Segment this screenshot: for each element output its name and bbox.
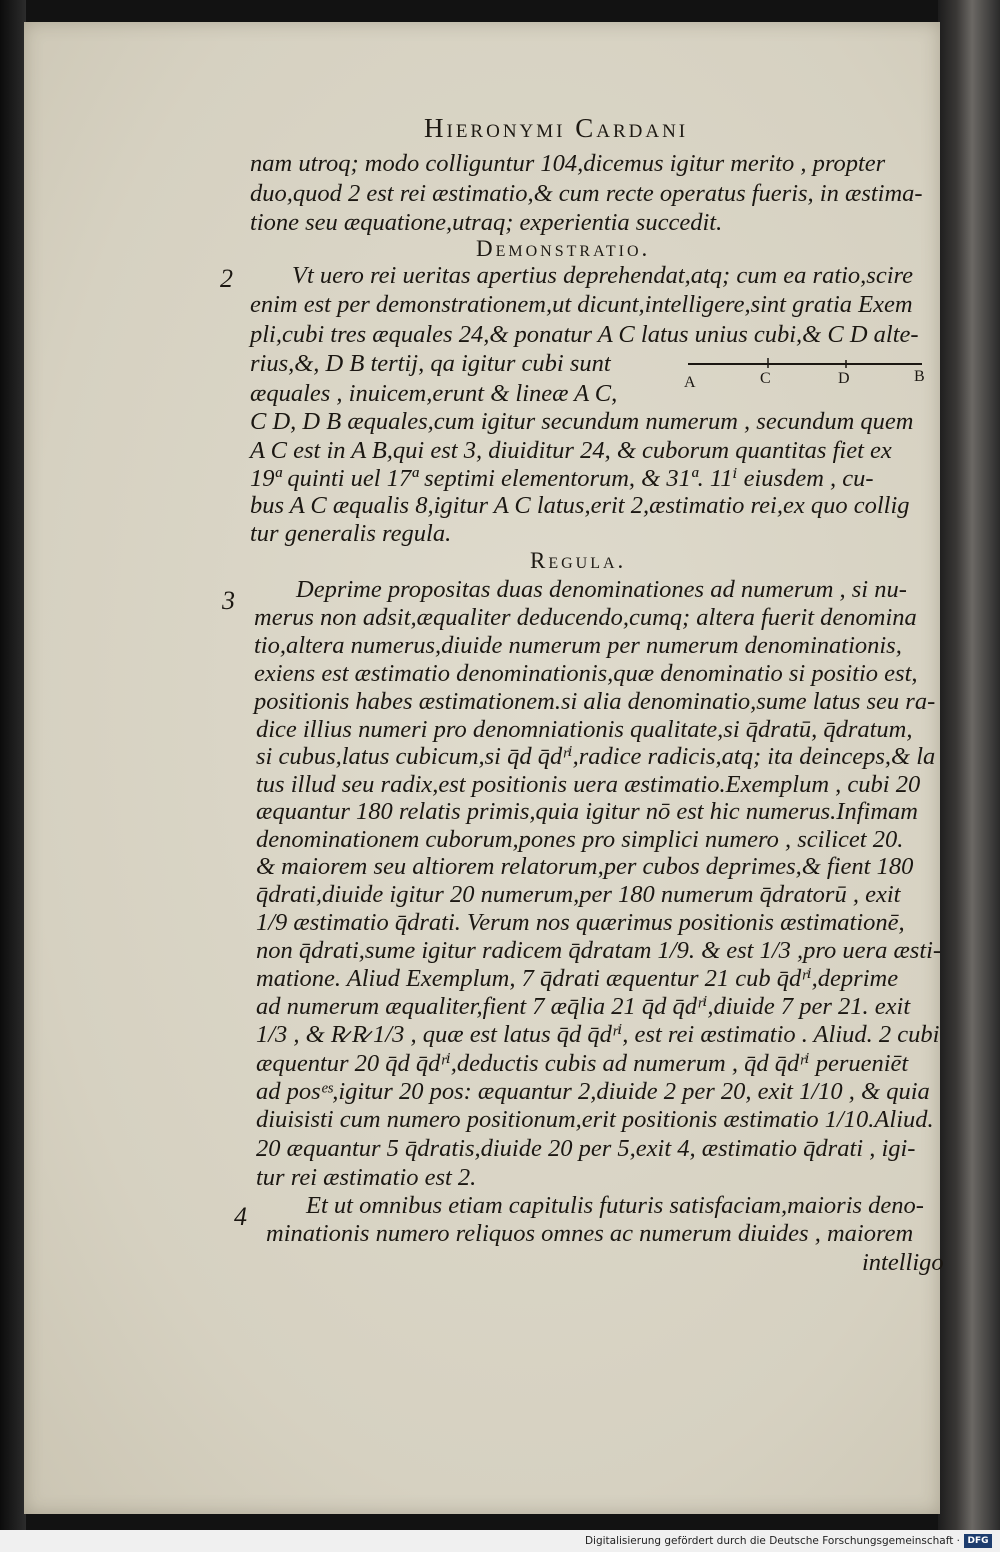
text-line: C D, D B æquales,cum igitur secundum numerum , secundum quem bbox=[250, 408, 914, 435]
text-line: non q̄drati,sume igitur radicem q̄dratam 1/9. & est 1/3 ,pro uera æsti- bbox=[256, 937, 942, 964]
text-line: ad numerum æqualiter,fient 7 æq̄lia 21 q̄d q̄dʳⁱ,diuide 7 per 21. exit bbox=[256, 993, 911, 1020]
heading-demonstratio: Demonstratio. bbox=[476, 236, 651, 261]
text-line: Vt uero rei ueritas apertius deprehendat,atq; cum ea ratio,scire bbox=[292, 262, 914, 289]
page-edge-left bbox=[0, 0, 26, 1530]
text-line: 20 æquantur 5 q̄dratis,diuide 20 per 5,exit 4, æstimatio q̄drati , igi- bbox=[256, 1135, 916, 1162]
diagram-label-d: D bbox=[838, 370, 850, 387]
text-line: nam utroq; modo colliguntur 104,dicemus igitur merito , propter bbox=[250, 150, 886, 177]
margin-number: 2 bbox=[220, 264, 233, 293]
dfg-logo: DFG bbox=[964, 1534, 992, 1548]
margin-number: 4 bbox=[234, 1202, 247, 1231]
text-line: æquentur 20 q̄d q̄dʳⁱ,deductis cubis ad numerum , q̄d q̄dʳⁱ perueniēt bbox=[256, 1050, 909, 1077]
text-line: pli,cubi tres æquales 24,& ponatur A C latus unius cubi,& C D alte- bbox=[250, 321, 919, 348]
text-line: minationis numero reliquos omnes ac numerum diuides , maiorem bbox=[266, 1220, 914, 1247]
text-line: si cubus,latus cubicum,si q̄d q̄dʳⁱ,radice radicis,atq; ita deinceps,& la bbox=[256, 743, 936, 770]
text-line: merus non adsit,æqualiter deducendo,cumq; altera fuerit denomina bbox=[254, 604, 917, 631]
footer-credit: Digitalisierung gefördert durch die Deutsche Forschungsgemeinschaft · bbox=[584, 1535, 960, 1547]
text-line: exiens est æstimatio denominationis,quæ denominatio si positio est, bbox=[254, 660, 918, 687]
text-line: matione. Aliud Exemplum, 7 q̄drati æquentur 21 cub q̄dʳⁱ,deprime bbox=[256, 965, 899, 992]
text-line: 1/9 æstimatio q̄drati. Verum nos quærimus positionis æstimationē, bbox=[256, 909, 905, 936]
heading-regula: Regula. bbox=[530, 548, 627, 573]
text-line: q̄drati,diuide igitur 20 numerum,per 180 numerum q̄dratorū , exit bbox=[256, 881, 901, 908]
text-line: ad posᵉˢ,igitur 20 pos: æquantur 2,diuide 2 per 20, exit 1/10 , & quia bbox=[256, 1078, 930, 1105]
text-line: æquales , inuicem,erunt & lineæ A C, bbox=[250, 380, 618, 407]
text-line: 19ª quinti uel 17ª septimi elementorum, & 31ª. 11ⁱ eiusdem , cu- bbox=[250, 465, 874, 492]
text-line: enim est per demonstrationem,ut dicunt,intelligere,sint gratia Exem bbox=[250, 291, 913, 318]
text-line: denominationem cuborum,pones pro simplici numero , scilicet 20. bbox=[256, 826, 904, 853]
text-line: tur rei æstimatio est 2. bbox=[256, 1164, 477, 1191]
text-line: duo,quod 2 est rei æstimatio,& cum recte operatus fueris, in æstima- bbox=[250, 180, 923, 207]
diagram-label-b: B bbox=[914, 368, 925, 385]
text-line: A C est in A B,qui est 3, diuiditur 24, & cuborum quantitas fiet ex bbox=[250, 437, 892, 464]
text-line: 1/3 , & R̷ R̷ 1/3 , quæ est latus q̄d q̄dʳⁱ, est rei æstimatio . Aliud. 2 cubi bbox=[256, 1021, 940, 1048]
margin-number: 3 bbox=[222, 586, 235, 615]
text-line: rius,&, D B tertij, qa igitur cubi sunt bbox=[250, 350, 611, 377]
running-head: Hieronymi Cardani bbox=[424, 113, 689, 143]
text-line: æquantur 180 relatis primis,quia igitur nō est hic numerus.Infimam bbox=[256, 798, 918, 825]
page-edge-right bbox=[938, 0, 1000, 1530]
text-line: & maiorem seu altiorem relatorum,per cubos deprimes,& fient 180 bbox=[256, 853, 914, 880]
text-line: tione seu æquatione,utraq; experientia succedit. bbox=[250, 209, 723, 236]
text-line: Et ut omnibus etiam capitulis futuris satisfaciam,maioris deno- bbox=[306, 1192, 924, 1219]
text-line: positionis habes æstimationem.si alia denominatio,sume latus seu ra- bbox=[254, 688, 936, 715]
text-line: tur generalis regula. bbox=[250, 520, 452, 547]
line-segment-diagram bbox=[680, 352, 930, 392]
text-line: diuisisti cum numero positionum,erit positionis æstimatio 1/10.Aliud. bbox=[256, 1106, 934, 1133]
diagram-label-a: A bbox=[684, 374, 696, 391]
diagram-label-c: C bbox=[760, 370, 771, 387]
text-line: tio,altera numerus,diuide numerum per numerum denominationis, bbox=[254, 632, 902, 659]
text-line: bus A C æqualis 8,igitur A C latus,erit 2,æstimatio rei,ex quo collig bbox=[250, 492, 910, 519]
text-line: intelligo bbox=[862, 1249, 944, 1276]
text-line: tus illud seu radix,est positionis uera æstimatio.Exemplum , cubi 20 bbox=[256, 771, 921, 798]
text-line: dice illius numeri pro denomniationis qualitate,si q̄dratū, q̄dratum, bbox=[256, 716, 913, 743]
text-line: Deprime propositas duas denominationes ad numerum , si nu- bbox=[296, 576, 907, 603]
